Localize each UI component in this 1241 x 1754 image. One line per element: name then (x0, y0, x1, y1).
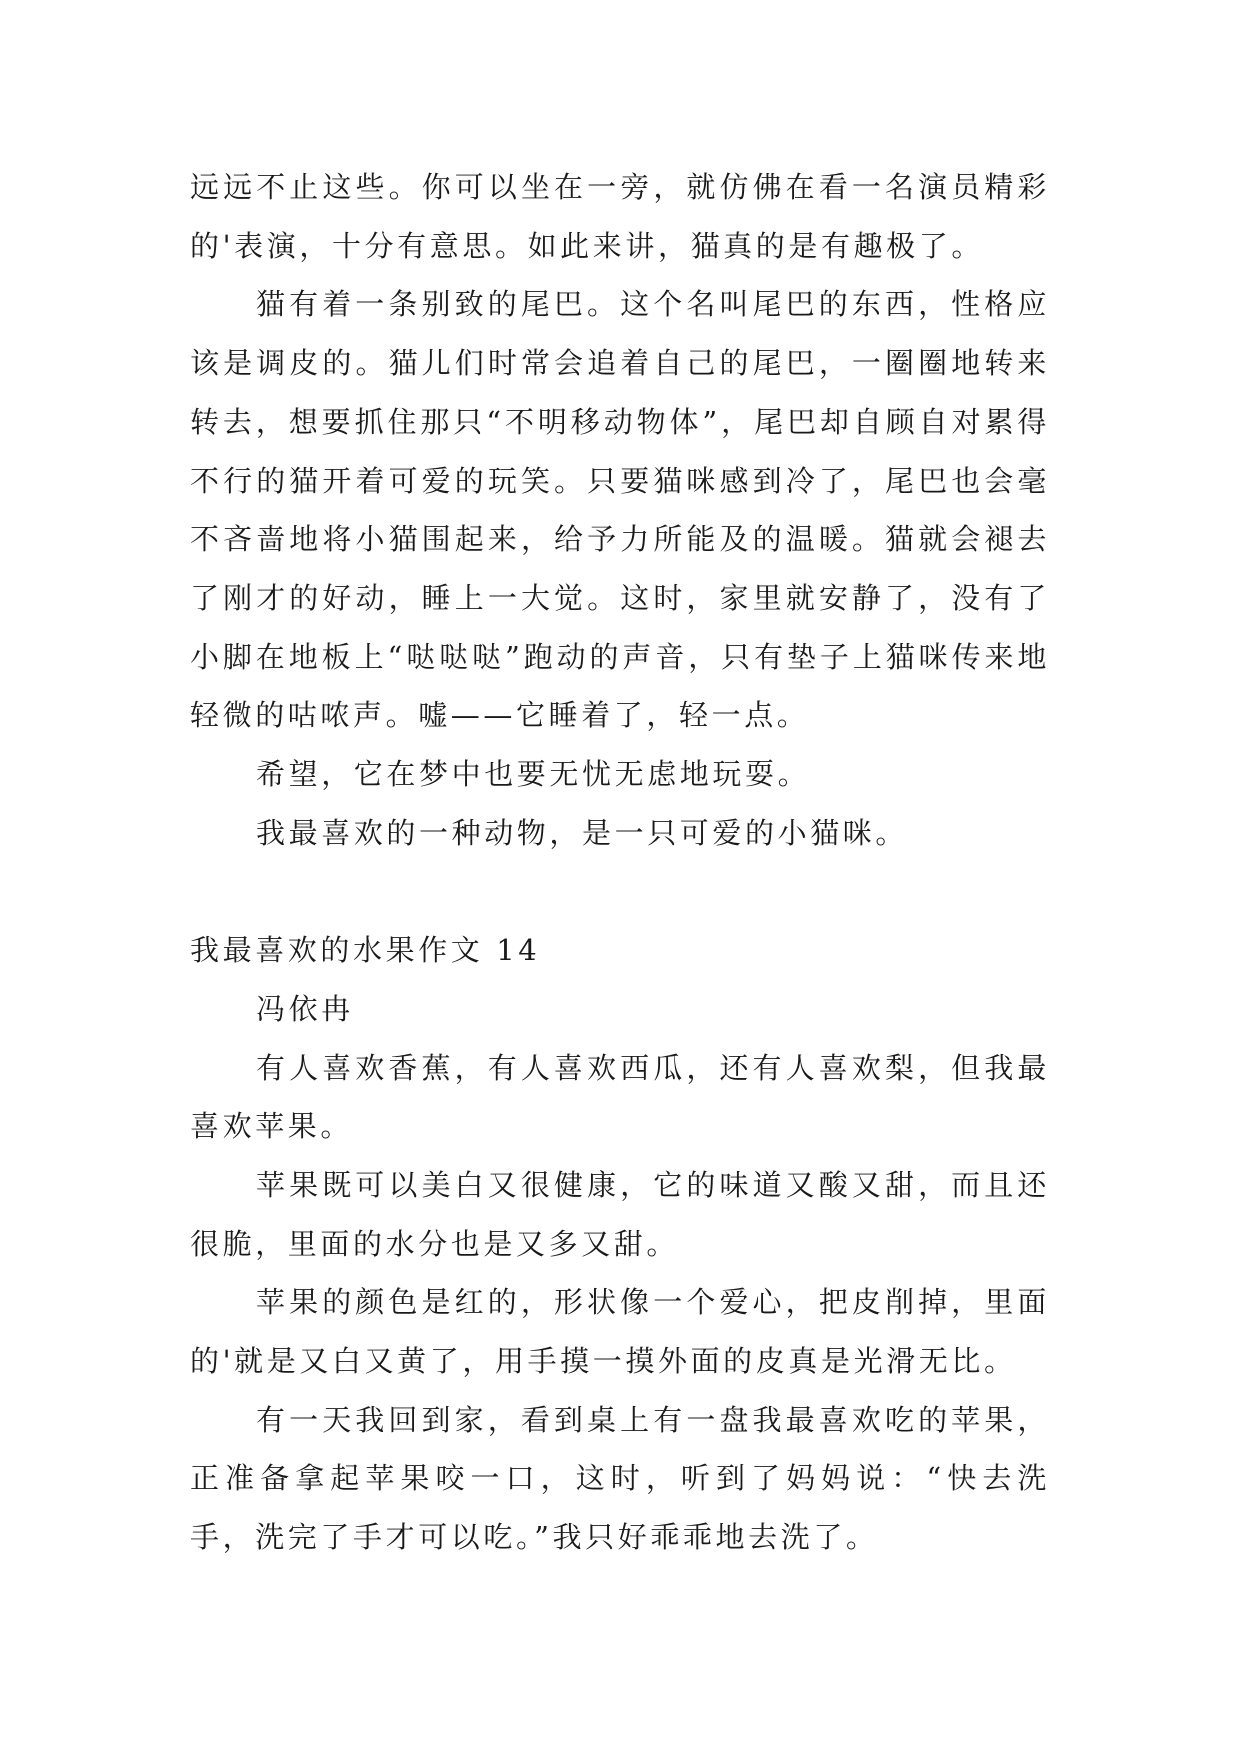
blank-line (190, 862, 1050, 921)
paragraph: 有人喜欢香蕉，有人喜欢西瓜，还有人喜欢梨，但我最喜欢苹果。 (190, 1050, 1050, 1144)
paragraph: 猫有着一条别致的尾巴。这个名叫尾巴的东西，性格应该是调皮的。猫儿们时常会追着自己的尾巴，一圈圈地转来转去，想要抓住那只“不明移动物体”，尾巴却自顾自对累得不行的猫开着可爱的玩笑。只要猫咪感到冷了，尾巴也会毫不吝啬地将小猫围起来，给予力所能及的温暖。猫就会褪去了刚才的好动，睡上一大觉。这时，家里就安静了，没有了小脚在地板上“哒哒哒”跑动的声音，只有垫子上猫咪传来地轻微的咕哝声。嘘——它睡着了，轻一点。 (190, 287, 1050, 733)
author-name: 冯依冉 (256, 991, 354, 1026)
essay-title: 我最喜欢的水果作文 14 (190, 933, 541, 968)
paragraph: 远远不止这些。你可以坐在一旁，就仿佛在看一名演员精彩的'表演，十分有意思。如此来讲，猫真的是有趣极了。 (190, 170, 1050, 263)
paragraph: 苹果既可以美白又很健康，它的味道又酸又甜，而且还很脆，里面的水分也是又多又甜。 (190, 1167, 1050, 1261)
paragraph: 我最喜欢的一种动物，是一只可爱的小猫咪。 (256, 815, 909, 850)
document-body (190, 158, 1050, 1567)
paragraph: 苹果的颜色是红的，形状像一个爱心，把皮削掉，里面的'就是又白又黄了，用手摸一摸外面的皮真是光滑无比。 (190, 1285, 1050, 1379)
paragraph: 有一天我回到家，看到桌上有一盘我最喜欢吃的苹果，正准备拿起苹果咬一口，这时，听到了妈妈说：“快去洗手，洗完了手才可以吃。”我只好乖乖地去洗了。 (190, 1402, 1050, 1555)
paragraph: 希望，它在梦中也要无忧无虑地玩耍。 (256, 757, 811, 792)
